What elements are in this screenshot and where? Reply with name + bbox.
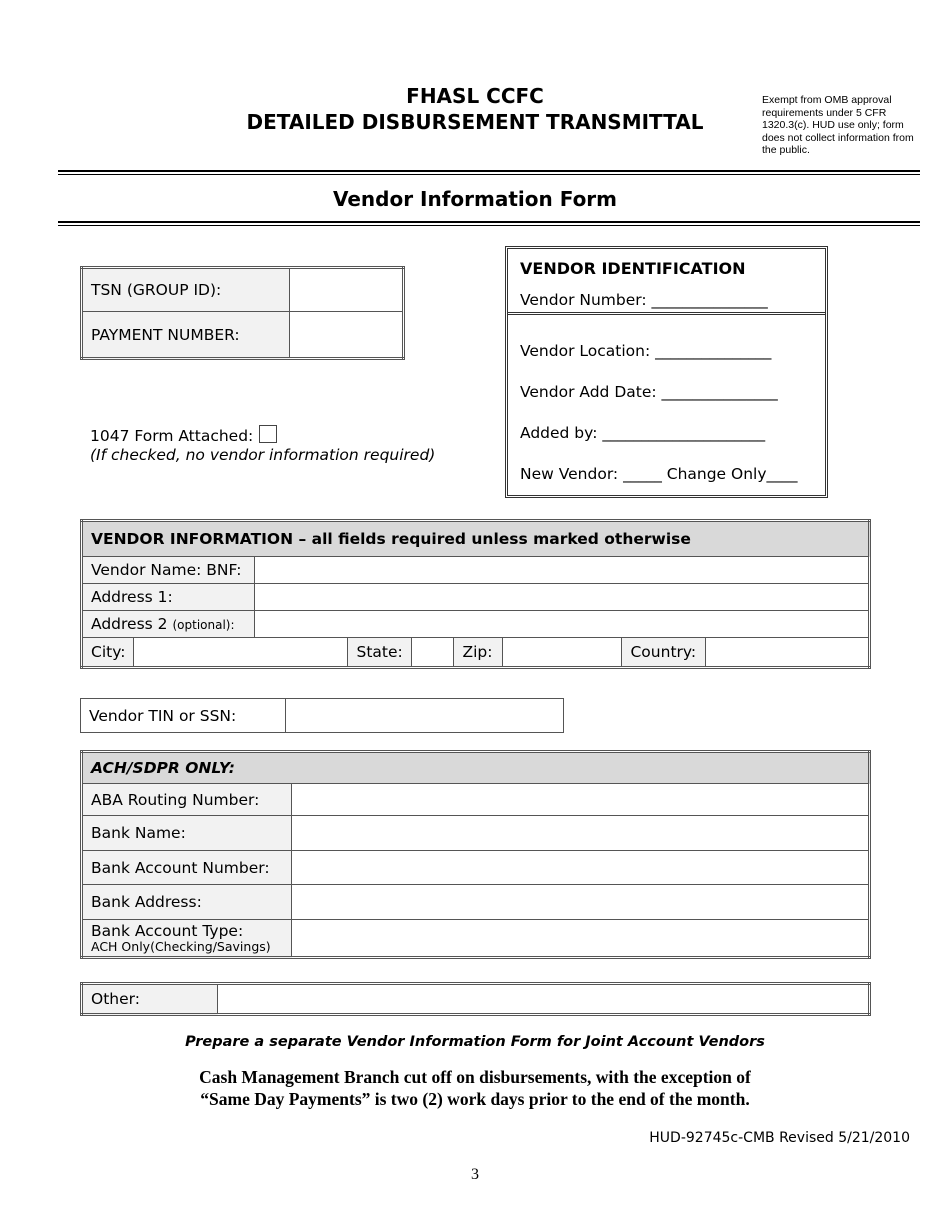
added-by-field[interactable]: Added by: _____________________: [520, 424, 766, 442]
other-input[interactable]: [218, 984, 870, 1015]
vendor-information-heading: VENDOR INFORMATION – all fields required unless marked otherwise: [82, 521, 870, 557]
form-1047-label: 1047 Form Attached:: [90, 427, 254, 445]
aba-routing-input[interactable]: [292, 784, 870, 816]
cutoff-note-line1: Cash Management Branch cut off on disbursements, with the exception of: [199, 1067, 751, 1087]
top-divider: [58, 170, 920, 175]
aba-routing-label: ABA Routing Number:: [82, 784, 292, 816]
form-title-line2: DETAILED DISBURSEMENT TRANSMITTAL: [246, 110, 704, 134]
city-label: City:: [83, 638, 134, 666]
vendor-number-field[interactable]: Vendor Number: _______________: [520, 291, 768, 309]
bank-address-label: Bank Address:: [82, 885, 292, 920]
vendor-identification-heading: VENDOR IDENTIFICATION: [520, 259, 746, 278]
city-state-zip-row: [82, 638, 870, 668]
bank-name-input[interactable]: [292, 816, 870, 851]
payment-number-input[interactable]: [290, 312, 404, 359]
bank-account-number-label: Bank Account Number:: [82, 851, 292, 885]
tsn-label: TSN (GROUP ID):: [82, 268, 290, 312]
ach-heading: ACH/SDPR ONLY:: [82, 752, 870, 784]
bank-account-number-input[interactable]: [292, 851, 870, 885]
address2-label: [82, 611, 255, 638]
state-input[interactable]: [412, 638, 454, 666]
bank-name-label: Bank Name:: [82, 816, 292, 851]
form-1047-row: [90, 425, 277, 445]
form-title-line1: FHASL CCFC: [406, 84, 544, 108]
tsn-input[interactable]: [290, 268, 404, 312]
address2-label-text: Address 2: [91, 615, 168, 633]
ach-table: [80, 750, 871, 959]
tin-table: [80, 698, 564, 733]
country-input[interactable]: [706, 638, 868, 666]
bank-account-type-text: Bank Account Type:: [91, 921, 244, 940]
bank-account-type-label: [82, 920, 292, 958]
cutoff-note-line2: “Same Day Payments” is two (2) work days prior to the end of the month.: [200, 1089, 750, 1109]
joint-account-note: Prepare a separate Vendor Information Form for Joint Account Vendors: [185, 1034, 765, 1050]
address1-label: Address 1:: [82, 584, 255, 611]
tsn-payment-table: [80, 266, 405, 360]
tin-input[interactable]: [286, 699, 564, 733]
other-table: [80, 982, 871, 1016]
omb-exempt-note: Exempt from OMB approval requirements under 5 CFR 1320.3(c). HUD use only; form does not collect information from the public.: [762, 94, 914, 156]
vendor-name-label: Vendor Name: BNF:: [82, 557, 255, 584]
vendor-identification-box: [505, 246, 828, 498]
page-title: Vendor Information Form: [332, 187, 618, 211]
bank-address-input[interactable]: [292, 885, 870, 920]
address2-input[interactable]: [255, 611, 870, 638]
vendor-name-input[interactable]: [255, 557, 870, 584]
form-revision: HUD-92745c-CMB Revised 5/21/2010: [649, 1130, 910, 1146]
city-input[interactable]: [134, 638, 348, 666]
vendor-identification-header: [508, 249, 825, 315]
form-1047-checkbox[interactable]: [259, 425, 277, 443]
country-label: Country:: [622, 638, 706, 666]
zip-input[interactable]: [503, 638, 622, 666]
vendor-information-table: [80, 519, 871, 669]
zip-label: Zip:: [454, 638, 503, 666]
bank-account-type-subtext: ACH Only(Checking/Savings): [91, 938, 271, 954]
title-divider: [58, 221, 920, 226]
payment-number-label: PAYMENT NUMBER:: [82, 312, 290, 359]
bank-account-type-input[interactable]: [292, 920, 870, 958]
vendor-location-field[interactable]: Vendor Location: _______________: [520, 342, 772, 360]
page-number: 3: [471, 1166, 479, 1183]
address2-optional-note: (optional):: [172, 618, 235, 632]
tin-label: Vendor TIN or SSN:: [81, 699, 286, 733]
new-vendor-change-only-field[interactable]: New Vendor: _____ Change Only____: [520, 465, 798, 483]
state-label: State:: [348, 638, 412, 666]
address1-input[interactable]: [255, 584, 870, 611]
form-1047-note: (If checked, no vendor information required): [90, 446, 436, 464]
vendor-add-date-field[interactable]: Vendor Add Date: _______________: [520, 383, 778, 401]
other-label: Other:: [82, 984, 218, 1015]
